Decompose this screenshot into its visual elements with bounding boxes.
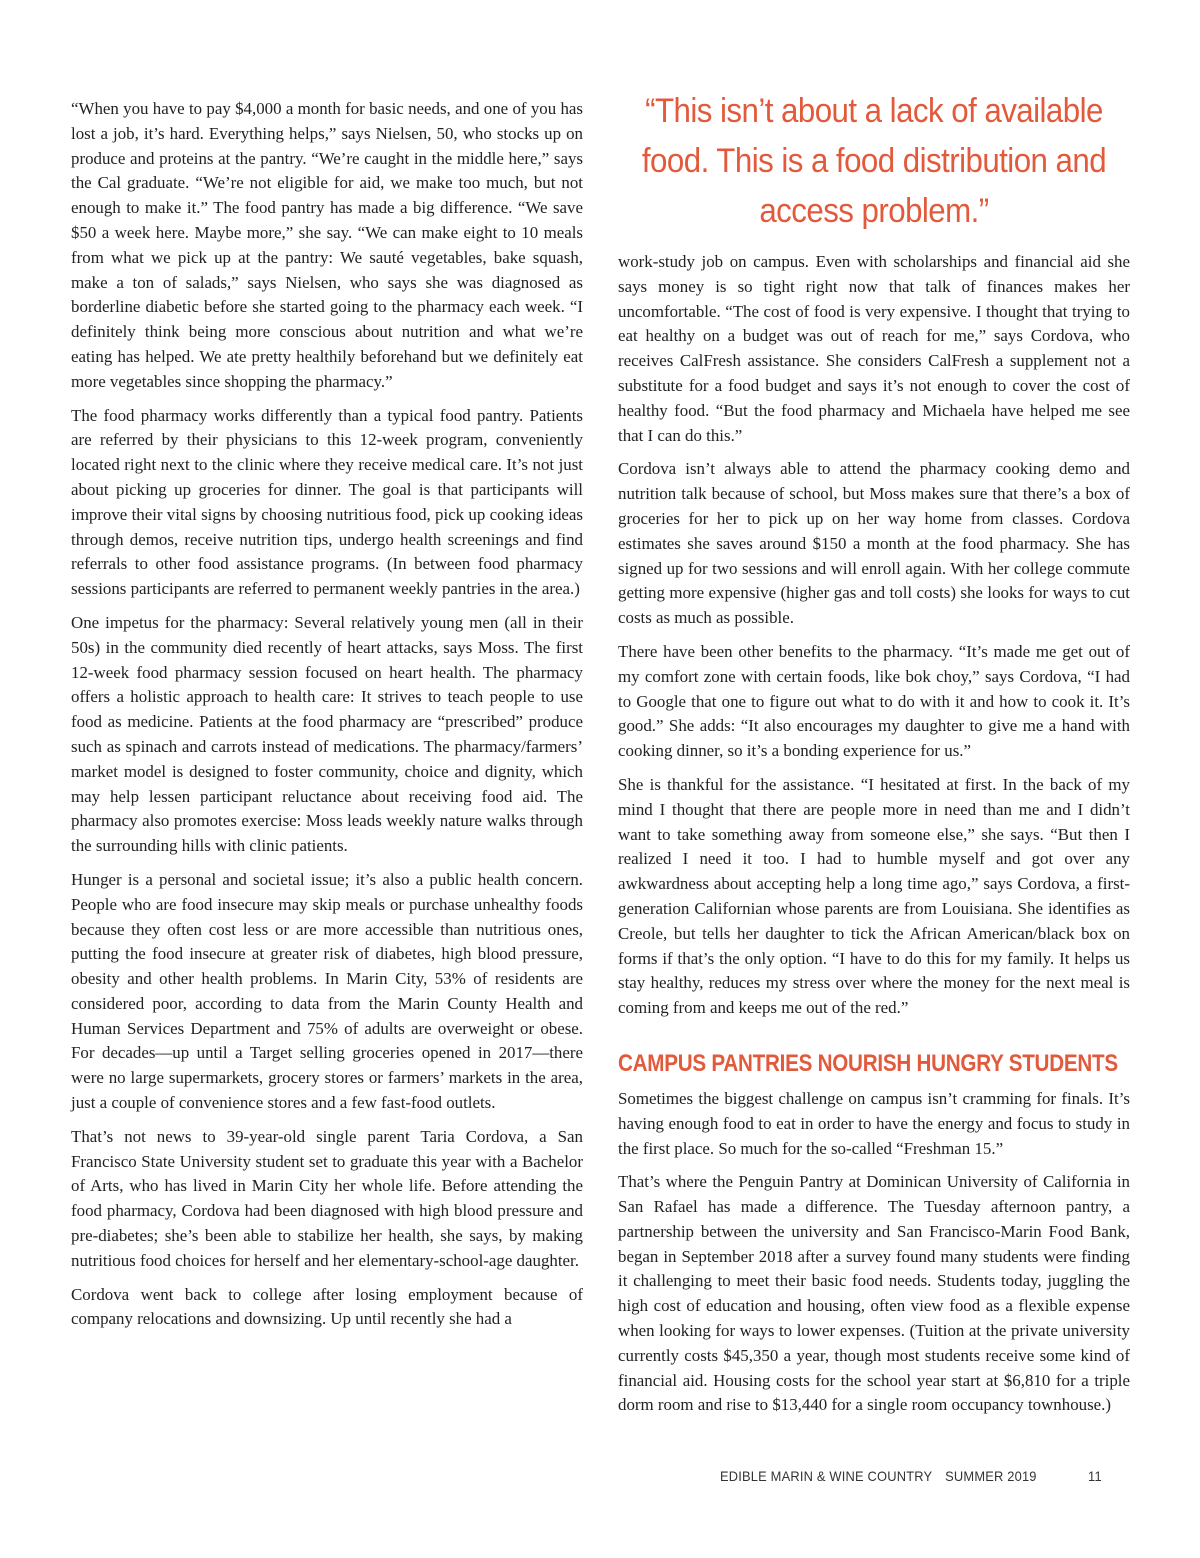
body-paragraph: Sometimes the biggest challenge on campus isn’t cramming for finals. It’s having enough food to eat in order to have the energy and focus to study in the first place. So much for the so-called “Freshman 15.” xyxy=(618,1088,1130,1158)
issue-label: SUMMER 2019 xyxy=(945,1468,1037,1484)
right-column xyxy=(618,86,1130,1427)
body-paragraph: Hunger is a personal and societal issue; it’s also a public health concern. People who are food insecure may skip meals or purchase unhealthy foods because they often cost less or are more accessible than nutritious ones, putting the food insecure at greater risk of diabetes, high blood pressure, obesity and other health problems. In Marin City, 53% of residents are considered poor, according to data from the Marin County Health and Human Services Department and 75% of adults are overweight or obese. For decades—up until a Target selling groceries opened in 2017—there were no large supermarkets, grocery stores or farmers’ markets in the area, just a couple of convenience stores and a few fast-food outlets. xyxy=(71,869,583,1113)
pull-quote: “This isn’t about a lack of available food. This is a food distribution and access problem.” xyxy=(641,92,1107,230)
body-paragraph: That’s not news to 39-year-old single parent Taria Cordova, a San Francisco State University student set to graduate this year with a Bachelor of Arts, who has lived in Marin City her whole life. Before attending the food pharmacy, Cordova had been diagnosed with high blood pressure and pre-diabetes; she’s been able to stabilize her health, she says, by making nutritious food choices for herself and her elementary-school-age daughter. xyxy=(71,1126,583,1270)
body-paragraph: That’s where the Penguin Pantry at Dominican University of California in San Rafael has made a difference. The Tuesday afternoon pantry, a partnership between the university and San Francisco-Marin Food Bank, began in September 2018 after a survey found many students were finding it challenging to meet their basic food needs. Students today, juggling the high cost of education and housing, often view food as a flexible expense when looking for ways to lower expenses. (Tuition at the private university currently costs $45,350 a year, though most students receive some kind of financial aid. Housing costs for the school year start at $6,810 for a triple dorm room and rise to $13,440 for a single room occupancy townhouse.) xyxy=(618,1172,1130,1415)
body-paragraph: Cordova isn’t always able to attend the pharmacy cooking demo and nutrition talk because of school, but Moss makes sure that there’s a box of groceries for her to pick up on her way home from classes. Cordova estimates she saves around $150 a month at the food pharmacy. She has signed up for two sessions and will enroll again. With her college commute getting more expensive (higher gas and toll costs) she looks for ways to cut costs as much as possible. xyxy=(618,459,1130,628)
page-footer xyxy=(720,1468,1102,1484)
body-paragraph: “When you have to pay $4,000 a month for basic needs, and one of you has lost a job, it’s hard. Everything helps,” says Nielsen, 50, who stocks up on produce and proteins at the pantry. “We’re caught in the middle here,” says the Cal graduate. “We’re not eligible for aid, we make too much, but not enough to make it.” The food pantry has made a big difference. “We save $50 a week here. Maybe more,” she say. “We can make eight to 10 meals from what we pick up at the pantry: We sauté vegetables, bake squash, make a ton of salads,” says Nielsen, who says she was diagnosed as borderline diabetic before she started going to the pharmacy each week. “I definitely think being more conscious about nutrition and what we’re eating has helped. We ate pretty healthily beforehand but we definitely eat more vegetables since shopping the pharmacy.” xyxy=(71,99,583,391)
body-paragraph: One impetus for the pharmacy: Several relatively young men (all in their 50s) in the community died recently of heart attacks, says Moss. The first 12-week food pharmacy session focused on heart health. The pharmacy offers a holistic approach to health care: It strives to teach people to use food as medicine. Patients at the food pharmacy are “prescribed” produce such as spinach and carrots instead of medications. The pharmacy/farmers’ market model is designed to foster community, choice and dignity, which may help lessen participant reluctance about receiving food aid. The pharmacy also promotes exercise: Moss leads weekly nature walks through the surrounding hills with clinic patients. xyxy=(71,612,583,856)
body-paragraph: There have been other benefits to the pharmacy. “It’s made me get out of my comfort zone with certain foods, like bok choy,” says Cordova, “I had to Google that one to figure out what to do with it and how to cook it. It’s good.” She adds: “It also encourages my daughter to give me a hand with cooking dinner, so it’s a bonding experience for us.” xyxy=(618,641,1130,761)
page-number: 11 xyxy=(1088,1468,1102,1484)
publication-name: EDIBLE MARIN & WINE COUNTRY xyxy=(720,1468,933,1484)
body-paragraph: She is thankful for the assistance. “I hesitated at first. In the back of my mind I thought that there are people more in need than me and I didn’t want to take something away from someone else,” she says. “But then I realized I need it too. I had to humble myself and got over any awkwardness about accepting help a long time ago,” says Cordova, a first-generation Californian whose parents are from Louisiana. She identifies as Creole, but tells her daughter to tick the African American/black box on forms if that’s the only option. “I have to do this for my family. It helps us stay healthy, reduces my stress over where the money for the next meal is coming from and keeps me out of the red.” xyxy=(618,774,1130,1018)
footer-publication xyxy=(720,1468,1037,1484)
body-paragraph: The food pharmacy works differently than a typical food pantry. Patients are referred by their physicians to this 12-week program, conveniently located right next to the clinic where they receive medical care. It’s not just about picking up groceries for dinner. The goal is that participants will improve their vital signs by choosing nutritious food, pick up cooking ideas through demos, receive nutrition tips, undergo health screenings and find referrals to other food assistance programs. (In between food pharmacy sessions participants are referred to permanent weekly pantries in the area.) xyxy=(71,405,583,599)
left-column xyxy=(71,97,583,1341)
body-paragraph: work-study job on campus. Even with scholarships and financial aid she says money is so tight right now that talk of finances makes her uncomfortable. “The cost of food is very expensive. I thought that trying to eat healthy on a budget was out of reach for me,” says Cordova, who receives CalFresh assistance. She considers CalFresh a supplement not a substitute for a food budget and says it’s not enough to cover the cost of healthy food. “But the food pharmacy and Michaela have helped me see that I can do this.” xyxy=(618,252,1130,445)
section-heading: CAMPUS PANTRIES NOURISH HUNGRY STUDENTS xyxy=(618,1049,1118,1077)
body-paragraph: Cordova went back to college after losing employment because of company relocations and downsizing. Up until recently she had a xyxy=(71,1284,583,1329)
